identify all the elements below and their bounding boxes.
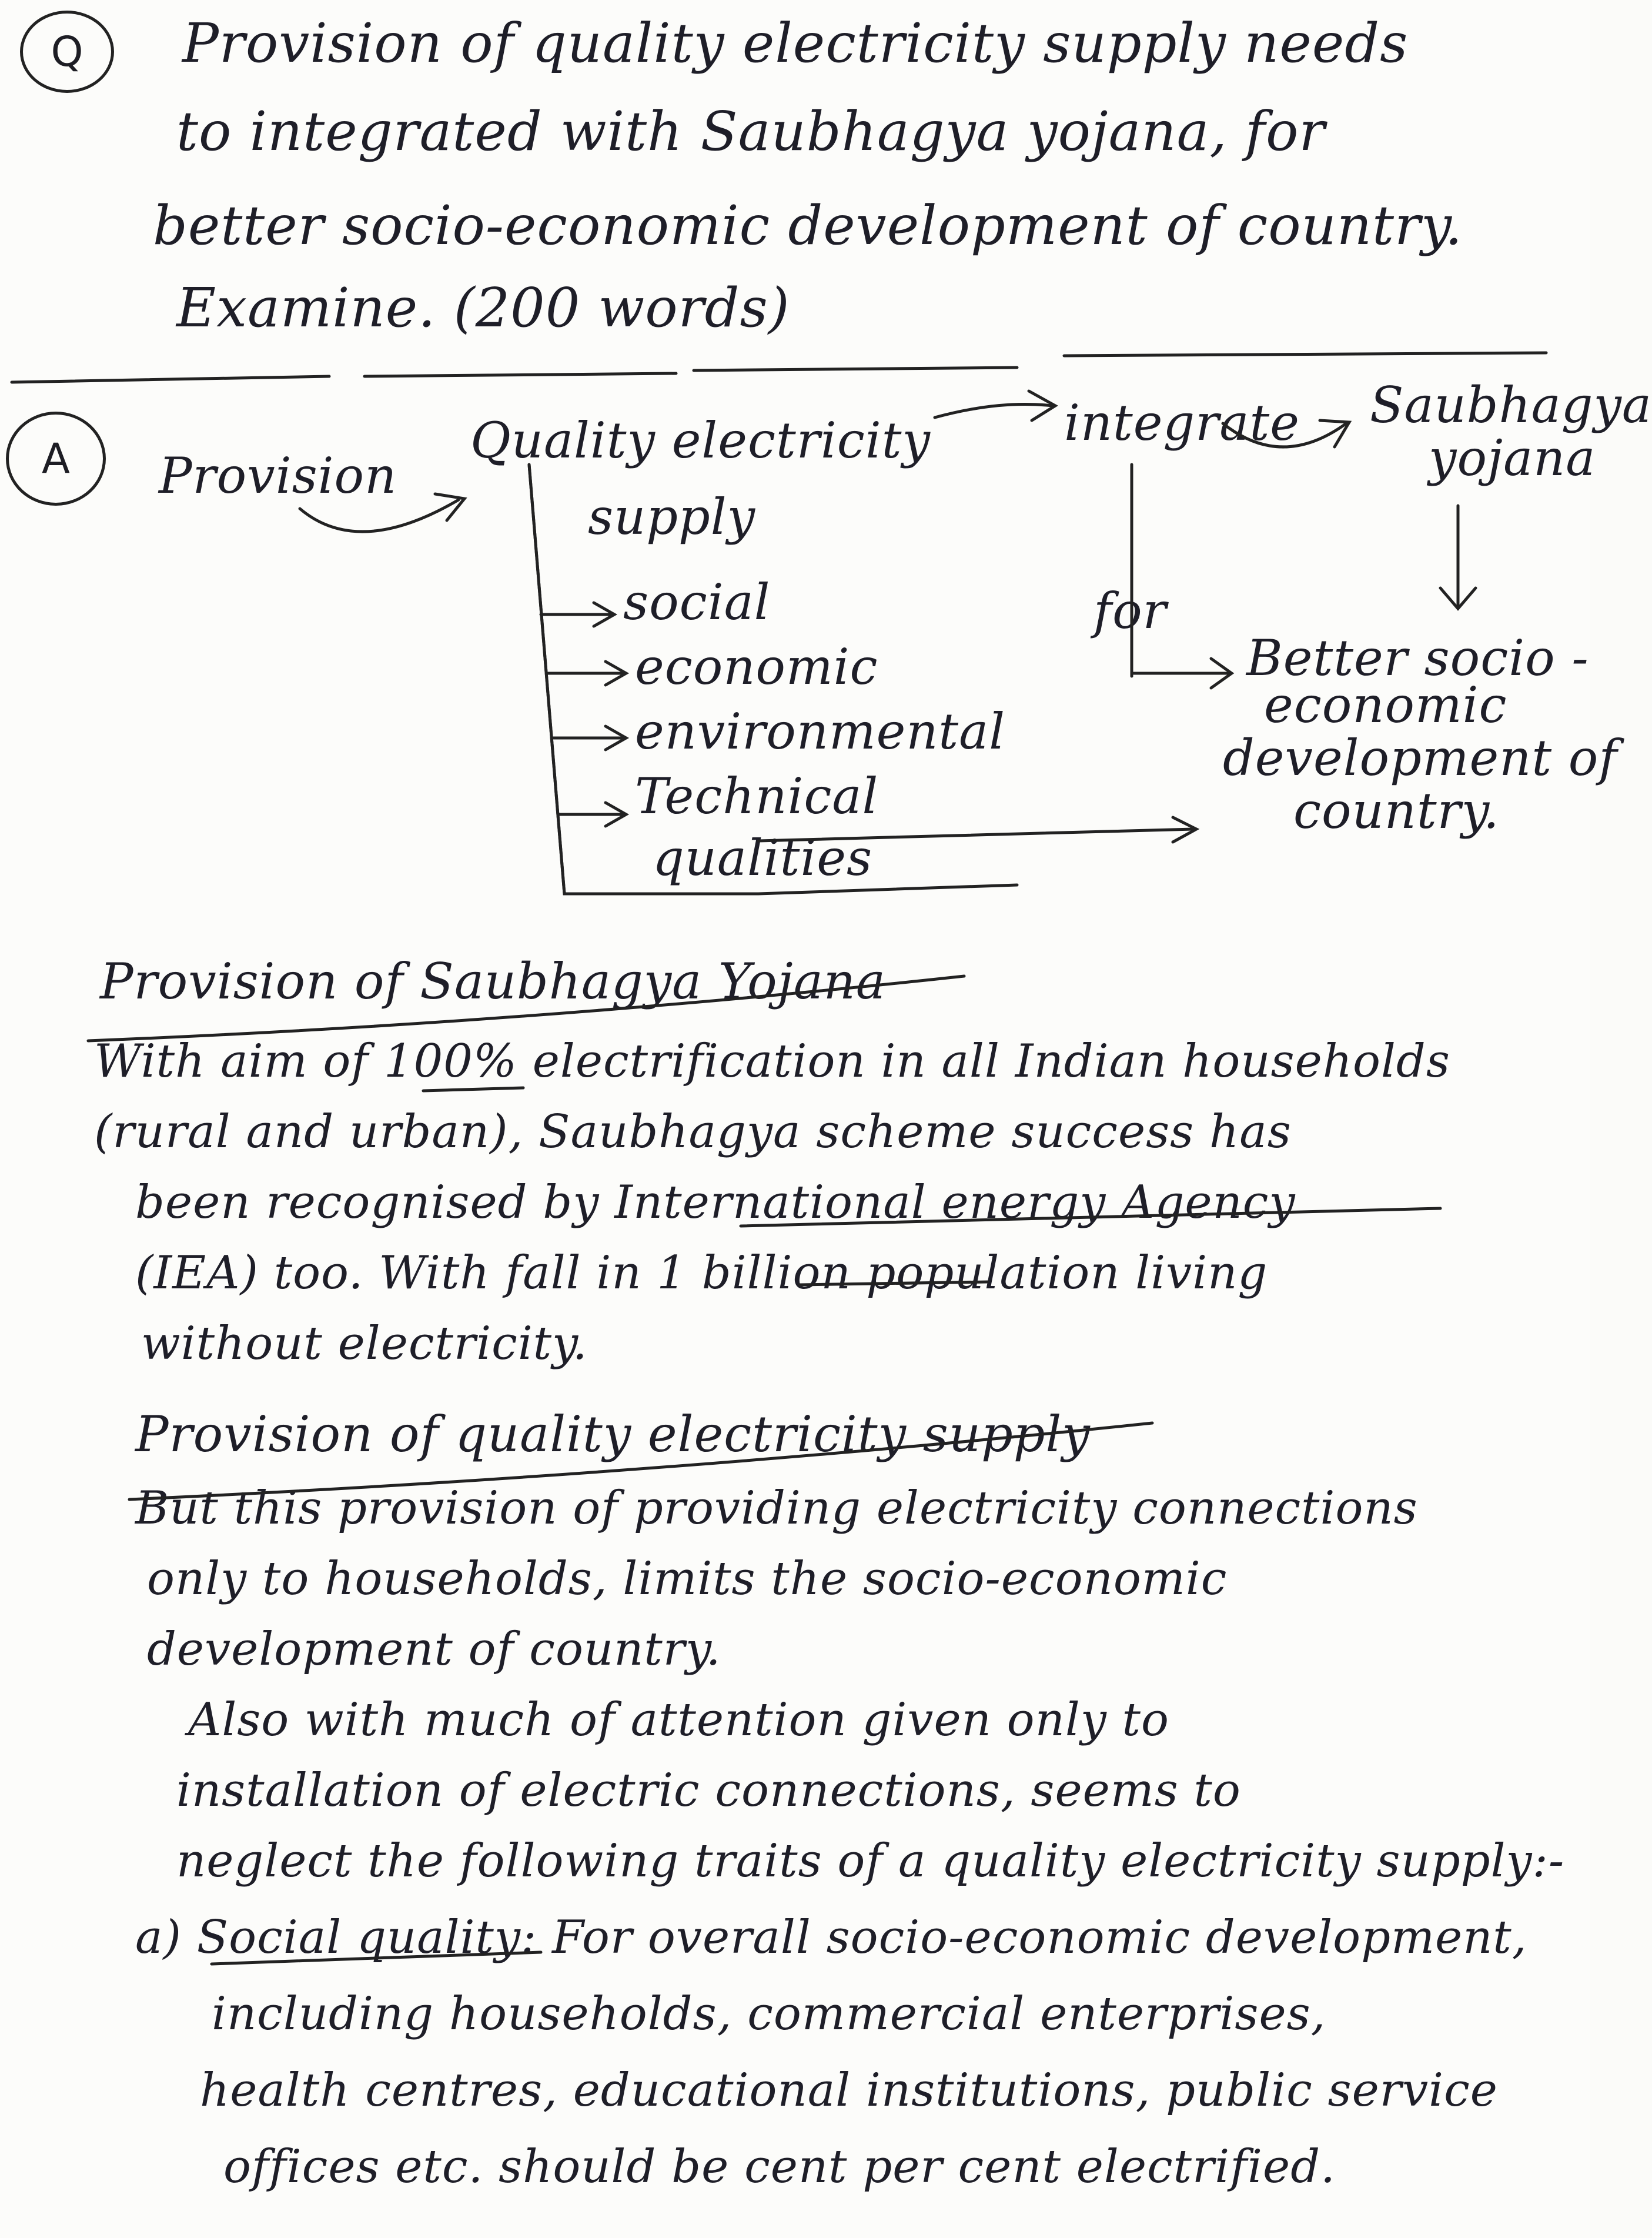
- section-2-line-2: only to households, limits the socio-economic: [147, 1552, 1228, 1605]
- section-2-line-10: offices etc. should be cent per cent electrified.: [223, 2140, 1336, 2193]
- answer-marker-label: A: [42, 435, 70, 483]
- diagram-integrate: integrate: [1064, 394, 1300, 452]
- diagram-result-line-3: development of: [1223, 729, 1618, 787]
- question-line-3: better socio-economic development of country.: [153, 194, 1463, 257]
- diagram-result-line-4: country.: [1293, 782, 1500, 840]
- diagram-saubhagya-line-2: yojana: [1429, 429, 1596, 487]
- section-1-heading: Provision of Saubhagya Yojana: [100, 953, 886, 1010]
- diagram-quality-line-1: Quality electricity: [470, 412, 931, 469]
- question-line-1: Provision of quality electricity supply needs: [182, 12, 1409, 75]
- diagram-provision: Provision: [159, 447, 397, 505]
- diagram-branch-qualities: qualities: [653, 829, 873, 887]
- section-2-line-4: Also with much of attention given only to: [188, 1693, 1169, 1746]
- section-1-line-5: without electricity.: [141, 1317, 588, 1370]
- section-1-line-4: (IEA) too. With fall in 1 billion population living: [135, 1247, 1268, 1300]
- question-marker-label: Q: [51, 28, 83, 76]
- section-2-line-8: including households, commercial enterprises,: [212, 1988, 1326, 2040]
- section-1-line-3: been recognised by International energy Agency: [135, 1176, 1296, 1229]
- diagram-branch-technical: Technical: [635, 767, 879, 825]
- question-marker: [20, 11, 114, 93]
- diagram-branch-environmental: environmental: [635, 703, 1006, 760]
- diagram-quality-line-2: supply: [588, 488, 756, 546]
- diagram-result-line-1: Better socio -: [1246, 629, 1589, 687]
- diagram-branch-economic: economic: [635, 638, 878, 696]
- section-2-line-7: a) Social quality: For overall socio-economic development,: [135, 1911, 1527, 1964]
- section-1-line-2: (rural and urban), Saubhagya scheme success has: [94, 1105, 1292, 1158]
- section-2-line-5: installation of electric connections, seems to: [176, 1764, 1241, 1817]
- section-2-line-9: health centres, educational institutions, public service: [200, 2064, 1498, 2117]
- section-2-heading: Provision of quality electricity supply: [135, 1405, 1091, 1463]
- separator-line: [12, 353, 1546, 382]
- question-line-2: to integrated with Saubhagya yojana, for: [176, 100, 1326, 163]
- section-1-line-1: With aim of 100% electrification in all Indian households: [94, 1035, 1450, 1088]
- diagram-branch-social: social: [623, 573, 771, 631]
- provision-arrow: [300, 500, 459, 532]
- section-1-underline-100: [423, 1088, 523, 1091]
- diagram-saubhagya-line-1: Saubhagya: [1370, 376, 1652, 434]
- section-2-line-3: development of country.: [147, 1623, 721, 1676]
- integrate-arrow: [935, 405, 1052, 418]
- diagram-for-label: for: [1093, 582, 1167, 640]
- answer-marker: [6, 412, 106, 506]
- section-2-line-1: But this provision of providing electricity connections: [135, 1482, 1418, 1535]
- diagram-result-line-2: economic: [1264, 676, 1507, 734]
- section-2-line-6: neglect the following traits of a quality electricity supply:-: [176, 1835, 1565, 1888]
- question-line-4: Examine. (200 words): [176, 276, 790, 339]
